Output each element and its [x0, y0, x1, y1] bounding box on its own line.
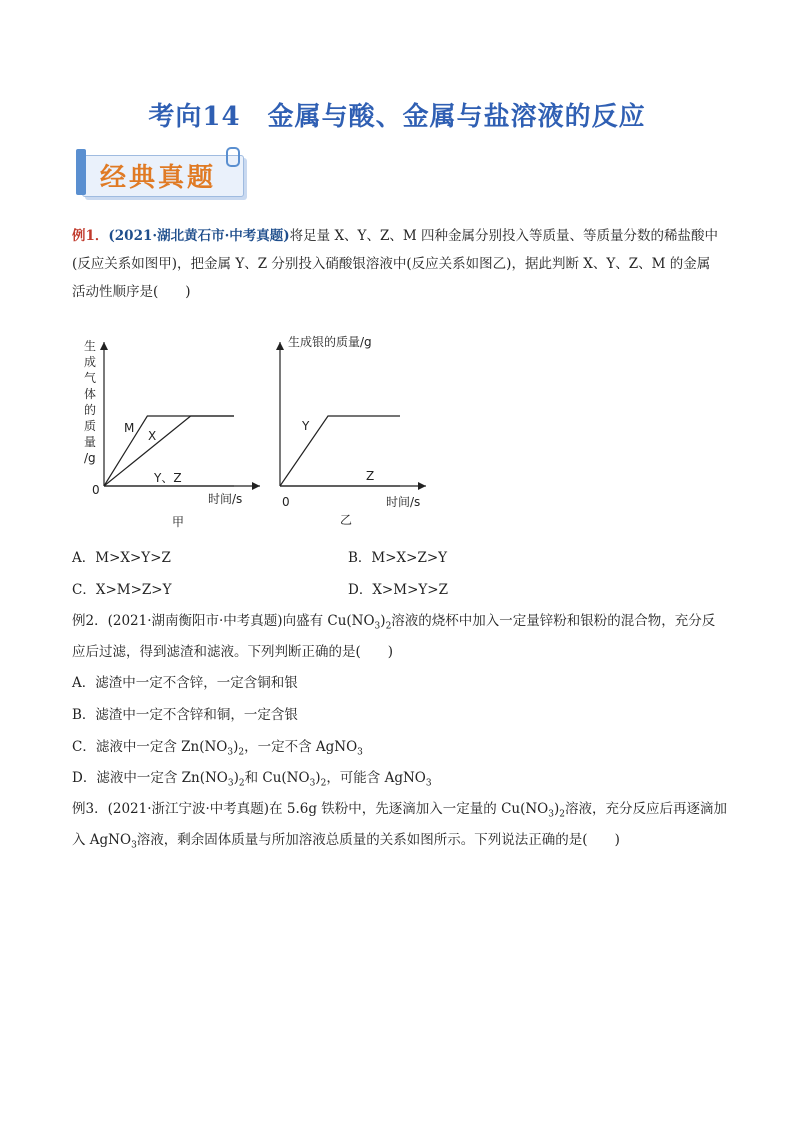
q2-d-e: ，可能含 AgNO: [326, 770, 426, 786]
x-axis-label: 时间/s: [208, 492, 243, 506]
q1-option-d: D．X>M>Y>Z: [348, 582, 448, 598]
x-axis-arrow: [252, 482, 260, 490]
q2-option-c: [72, 737, 363, 763]
sub: 2: [238, 778, 245, 789]
q1-source: (2021·湖北黄石市·中考真题): [108, 228, 290, 244]
q2-lead: 例2．: [72, 613, 108, 629]
q1-option-c: C．X>M>Z>Y: [72, 582, 172, 598]
sub: 2: [385, 621, 392, 632]
q3-line1: [72, 799, 727, 825]
q1-line3: 活动性顺序是( ): [72, 284, 191, 300]
q3-text-a: 在 5.6g 铁粉中，先逐滴加入一定量的 Cu(NO: [269, 801, 549, 817]
y-axis-label-char: 量: [84, 435, 97, 449]
q2-d-b: ): [233, 770, 239, 786]
chart-yi-svg: [262, 330, 442, 530]
q3-text-b: ): [553, 801, 560, 817]
q1-option-a: A．M>X>Y>Z: [72, 550, 171, 566]
section-badge: [76, 147, 254, 199]
chart-jia-svg: [72, 330, 262, 530]
q3-text-d: 入 AgNO: [72, 832, 132, 848]
q3-text-c: 溶液，充分反应后再逐滴加: [564, 801, 727, 817]
q1-line2: (反应关系如图甲)，把金属 Y、Z 分别投入硝酸银溶液中(反应关系如图乙)，据此判断 X、Y、Z、M 的金属: [72, 256, 711, 272]
q2-d-a: D．滤液中一定含 Zn(NO: [72, 770, 228, 786]
y-axis-label-char: 气: [84, 371, 97, 385]
q3-lead: 例3．: [72, 801, 108, 817]
q1-lead: 例1．: [72, 228, 109, 244]
sub: 2: [559, 809, 565, 820]
q3-source: (2021·浙江宁波·中考真题): [107, 801, 270, 817]
series-label: Y: [302, 419, 310, 433]
sub: 3: [374, 621, 381, 632]
x-axis-arrow: [418, 482, 426, 490]
sub: 3: [425, 778, 432, 789]
y-axis-label-char: 的: [84, 403, 97, 417]
series-label: M: [124, 421, 135, 435]
q2-c-c: ，一定不含 AgNO: [244, 739, 358, 755]
q1-line1-text: 将足量 X、Y、Z、M 四种金属分别投入等质量、等质量分数的稀盐酸中: [289, 228, 718, 244]
q2-text-b: ): [380, 613, 386, 629]
chart-yi: [262, 330, 442, 534]
q2-text-a: 向盛有 Cu(NO: [282, 613, 375, 629]
question-1: [72, 222, 728, 306]
sub: 3: [227, 747, 234, 758]
sub: 3: [227, 778, 234, 789]
q2-source: (2021·湖南衡阳市·中考真题): [107, 613, 283, 629]
chart-caption: 甲: [172, 515, 185, 529]
q2-d-c: 和 Cu(NO: [244, 770, 310, 786]
q2-text-c: 溶液的烧杯中加入一定量锌粉和银粉的混合物，充分反: [391, 613, 716, 629]
q2-c-b: ): [233, 739, 239, 755]
y-axis-label-unit: /g: [84, 451, 96, 465]
q2-option-d: [72, 768, 432, 794]
y-axis-label-char: 体: [84, 387, 97, 401]
series-label: Z: [366, 469, 375, 483]
q2-d-d: ): [315, 770, 321, 786]
paperclip-icon: [226, 147, 240, 167]
y-axis-label-char: 生: [84, 339, 97, 353]
q1-line1: [72, 222, 728, 250]
q2-option-b: B．滤渣中一定不含锌和铜，一定含银: [72, 707, 298, 723]
sub: 2: [320, 778, 327, 789]
q2-c-a: C．滤液中一定含 Zn(NO: [72, 739, 228, 755]
q2-line1: [72, 611, 715, 637]
origin-label: 0: [282, 495, 290, 509]
y-axis-label-char: 质: [84, 419, 97, 433]
sub: 2: [238, 747, 245, 758]
q2-option-a: A．滤渣中一定不含锌，一定含铜和银: [72, 675, 298, 691]
q1-option-b: B．M>X>Z>Y: [348, 550, 448, 566]
origin-label: 0: [92, 483, 100, 497]
series-label: X: [148, 429, 157, 443]
q3-line2: [72, 830, 620, 856]
series-label: Y、Z: [154, 471, 182, 485]
y-axis-label-char: 成: [84, 355, 97, 369]
x-axis-label: 时间/s: [386, 495, 421, 509]
page-title: 考向14 金属与酸、金属与盐溶液的反应: [148, 102, 646, 132]
y-axis-arrow: [276, 342, 284, 350]
badge-ribbon: [76, 149, 86, 195]
badge-label: 经典真题: [100, 163, 217, 193]
q2-line2: 应后过滤，得到滤渣和滤液。下列判断正确的是( ): [72, 644, 394, 660]
q3-text-e: 溶液，剩余固体质量与所加溶液总质量的关系如图所示。下列说法正确的是( ): [136, 832, 620, 848]
sub: 3: [357, 747, 363, 758]
chart-caption: 乙: [340, 513, 353, 527]
sub: 3: [131, 840, 137, 851]
series-line: [280, 416, 400, 486]
y-axis-label: 生成银的质量/g: [288, 335, 372, 349]
y-axis-arrow: [100, 342, 108, 350]
chart-jia: [72, 330, 262, 534]
sub: 3: [548, 809, 554, 820]
sub: 3: [309, 778, 316, 789]
